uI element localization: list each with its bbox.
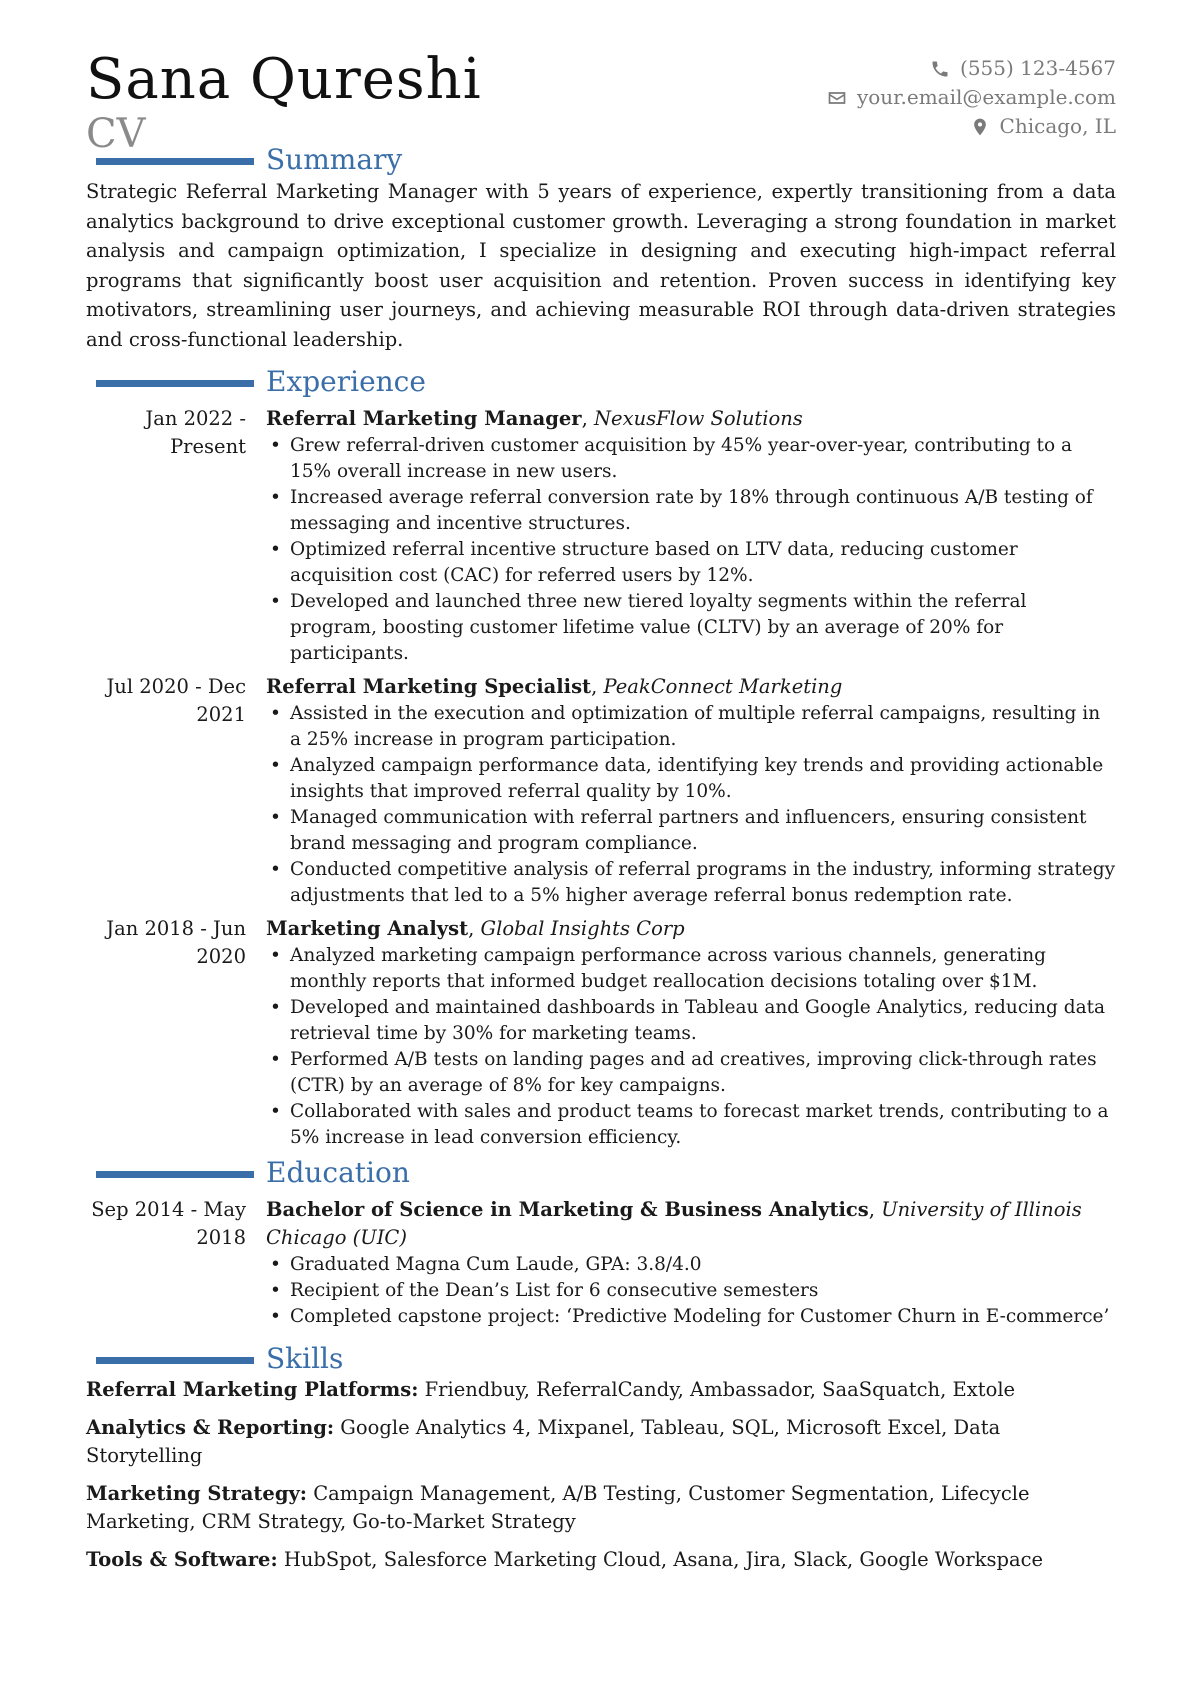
section-title: Summary [266,143,403,176]
bullet-list [266,1252,1116,1330]
job-organization: Global Insights Corp [480,917,685,940]
section-header [86,143,1116,177]
skill-category: Tools & Software: [86,1548,278,1571]
skill-group [86,1376,1116,1404]
entry-date: Jan 2022 - Present [145,407,246,458]
bullet-list [266,943,1116,1151]
envelope-icon [827,88,847,108]
section-header [86,1342,1116,1376]
bullet-item: • Performed A/B tests on landing pages and ad creatives, improving click-through rates (CTR) by an average of 8% for key campaigns. [266,1047,1116,1099]
contact-phone [827,54,1116,83]
entry-date: Jul 2020 - Dec 2021 [106,675,246,726]
skills-section [86,1342,1116,1584]
section-title: Education [266,1156,410,1189]
experience-entry [86,405,1116,667]
entry-title: Referral Marketing Manager, NexusFlow Solutions [266,407,803,430]
person-name: Sana Qureshi [86,47,482,112]
summary-text: Strategic Referral Marketing Manager with 5 years of experience, expertly transitioning from a data analytics background to drive exceptional customer growth. Leveraging a strong foundation in market analysis and campaign optimization, I specialize in designing and executing high-impact referral programs that significantly boost user acquisition and retention. Proven success in identifying key motivators, streamlining user journeys, and achieving measurable ROI through data-driven strategies and cross-functional leadership. [86,180,1116,351]
bullet-item: • Graduated Magna Cum Laude, GPA: 3.8/4.0 [266,1252,1116,1278]
contact-email [827,83,1116,112]
section-accent-bar [96,1171,254,1178]
bullet-item: • Managed communication with referral partners and influencers, ensuring consistent brand messaging and program compliance. [266,805,1116,857]
section-title: Skills [266,1342,344,1375]
bullet-item: • Recipient of the Dean’s List for 6 consecutive semesters [266,1278,1116,1304]
bullet-item: • Completed capstone project: ‘Predictive Modeling for Customer Churn in E-commerce’ [266,1304,1116,1330]
skill-category: Referral Marketing Platforms: [86,1378,419,1401]
skill-items: Friendbuy, ReferralCandy, Ambassador, SaaSquatch, Extole [424,1378,1016,1401]
job-role: Referral Marketing Specialist [266,675,592,698]
section-header [86,1156,1116,1190]
section-accent-bar [96,158,254,165]
degree: Bachelor of Science in Marketing & Business Analytics [266,1198,869,1221]
education-entry [86,1196,1116,1330]
skill-category: Marketing Strategy: [86,1482,308,1505]
job-organization: PeakConnect Marketing [603,675,843,698]
section-title: Experience [266,365,426,398]
location-text: Chicago, IL [999,114,1116,138]
phone-icon [930,59,950,79]
bullet-item: • Analyzed marketing campaign performance across various channels, generating monthly reports that informed budget reallocation decisions totaling over $1M. [266,943,1116,995]
skill-items: Campaign Management, A/B Testing, Customer Segmentation, Lifecycle Marketing, CRM Strategy, Go-to-Market Strategy [86,1482,1030,1533]
bullet-item: • Grew referral-driven customer acquisition by 45% year-over-year, contributing to a 15% overall increase in new users. [266,433,1116,485]
bullet-item: • Optimized referral incentive structure based on LTV data, reducing customer acquisition cost (CAC) for referred users by 12%. [266,537,1116,589]
bullet-item: • Developed and launched three new tiered loyalty segments within the referral program, boosting customer lifetime value (CLTV) by an average of 20% for participants. [266,589,1116,667]
entry-title: Referral Marketing Specialist, PeakConnect Marketing [266,675,843,698]
experience-section [86,365,1116,1151]
contact-location [827,112,1116,141]
map-pin-icon [970,117,990,137]
section-accent-bar [96,1357,254,1364]
document-subtitle: CV [86,111,146,157]
skill-group [86,1414,1116,1470]
experience-entry [86,915,1116,1151]
bullet-item: • Conducted competitive analysis of referral programs in the industry, informing strategy adjustments that led to a 5% higher average referral bonus redemption rate. [266,857,1116,909]
entry-date: Sep 2014 - May 2018 [91,1198,246,1249]
bullet-item: • Analyzed campaign performance data, identifying key trends and providing actionable insights that improved referral quality by 10%. [266,753,1116,805]
cv-header [86,48,1116,158]
job-organization: NexusFlow Solutions [593,407,803,430]
bullet-list [266,701,1116,909]
job-role: Marketing Analyst [266,917,469,940]
job-role: Referral Marketing Manager [266,407,582,430]
experience-entry [86,673,1116,909]
entry-title: Bachelor of Science in Marketing & Business Analytics, University of Illinois Chicago (UIC) [266,1198,1082,1249]
skill-items: HubSpot, Salesforce Marketing Cloud, Asana, Jira, Slack, Google Workspace [283,1548,1044,1571]
entry-date: Jan 2018 - Jun 2020 [106,917,246,968]
entry-title: Marketing Analyst, Global Insights Corp [266,917,685,940]
bullet-item: • Assisted in the execution and optimization of multiple referral campaigns, resulting in a 25% increase in program participation. [266,701,1116,753]
education-section [86,1156,1116,1330]
email-text: your.email@example.com [856,85,1116,109]
bullet-list [266,433,1116,667]
skill-group [86,1480,1116,1536]
bullet-item: • Collaborated with sales and product teams to forecast market trends, contributing to a 5% increase in lead conversion efficiency. [266,1099,1116,1151]
bullet-item: • Developed and maintained dashboards in Tableau and Google Analytics, reducing data retrieval time by 30% for marketing teams. [266,995,1116,1047]
skill-group [86,1546,1116,1574]
skill-category: Analytics & Reporting: [86,1416,335,1439]
school: University of Illinois Chicago (UIC) [266,1198,1082,1249]
phone-text: (555) 123-4567 [960,56,1116,80]
bullet-item: • Increased average referral conversion rate by 18% through continuous A/B testing of messaging and incentive structures. [266,485,1116,537]
section-accent-bar [96,380,254,387]
summary-section [86,143,1116,354]
section-header [86,365,1116,399]
skill-items: Google Analytics 4, Mixpanel, Tableau, SQL, Microsoft Excel, Data Storytelling [86,1416,1001,1467]
contact-block [827,54,1116,141]
